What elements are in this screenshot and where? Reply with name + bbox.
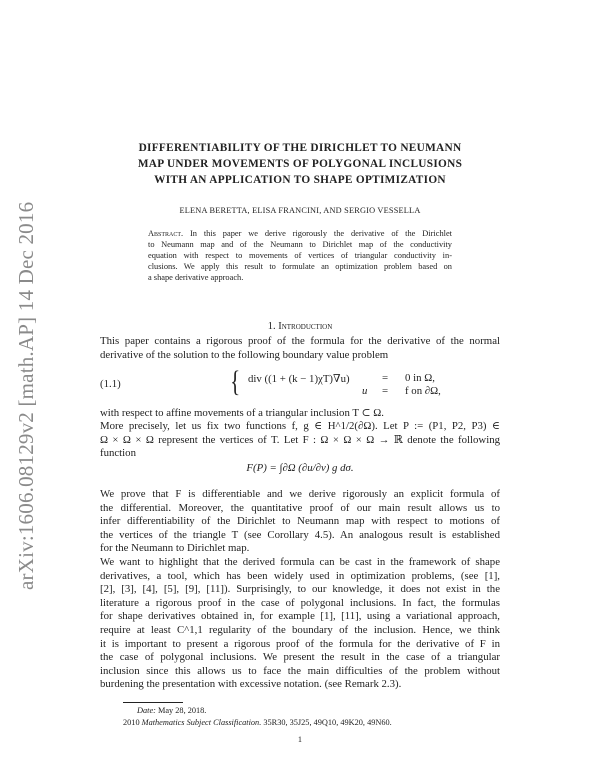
body-line: it is important to present a rigorous proof of the formula for the derivative of F in [100,637,500,650]
date-label: Date: [137,706,156,715]
body-line: We prove that F is differentiable and we derive rigorously an explicit formula of [100,488,500,500]
footnote-rule [123,702,183,703]
equation-label: (1.1) [100,378,121,390]
eq-row1-rel: = [382,372,389,384]
body-line: the case of polygonal inclusions. We present the result in the case of a triangular [100,651,500,664]
body-line: More precisely, let us fix two functions f, g ∈ H^1/2(∂Ω). Let P := (P1, P2, P3) ∈ [100,420,500,432]
body-line: This paper contains a rigorous proof of the formula for the derivative of the normal [100,335,500,347]
eq-row1-rhs: 0 in Ω, [405,372,435,384]
abstract-line: equation with respect to movements of vertices of triangular conductivity in- [148,251,452,260]
page-number: 1 [297,735,303,744]
authors: ELENA BERETTA, ELISA FRANCINI, AND SERGIO VESSELLA [179,206,421,215]
title-line-3: WITH AN APPLICATION TO SHAPE OPTIMIZATION [154,174,446,186]
body-line: We want to highlight that the derived formula can be cast in the framework of shape [100,556,500,568]
section-heading: 1. Introduction [267,321,333,332]
body-line: for shape derivatives obtained in, for example [1], [11], using a variational approach, [100,610,500,623]
abstract-line: a shape derivative approach. [148,273,244,282]
body-line: literature a rigorous proof in the case of polygonal inclusions. In fact, the formulas [100,596,500,609]
body-line: for the Neumann to Dirichlet map. [100,542,250,555]
body-line: infer differentiability of the Dirichlet to Neumann map with respect to motions of [100,515,500,528]
eq-row2-lhs: u [362,385,368,397]
body-line: derivative of the solution to the following boundary value problem [100,349,389,361]
eq-row1-lhs: div ((1 + (k − 1)χT)∇u) [248,373,350,385]
arxiv-stamp: arXiv:1606.08129v2 [math.AP] 14 Dec 2016 [14,201,38,590]
abstract-label: Abstract. [148,229,184,238]
title-line-1: DIFFERENTIABILITY OF THE DIRICHLET TO NEUMANN [138,142,462,154]
body-line: derivatives, a tool, which has been widely used in optimization problems, (see [1], [100,569,500,582]
body-line: the vertices of the triangle T (see Corollary 4.5). An analogous result is established [100,528,500,541]
body-line: [2], [3], [4], [5], [9], [11]). Surprisingly, to our knowledge, it does not exist in the [100,583,500,596]
body-line: burdening the presentation with excessive notation. (see Remark 2.3). [100,678,402,691]
eq-row2-rel: = [382,385,389,397]
body-line: inclusion since this allows us to face the main difficulties of the problem without [100,664,500,677]
brace: { [230,365,241,398]
eq-row2-rhs: f on ∂Ω, [405,385,441,397]
msc-label: Mathematics Subject Classification. [141,718,262,727]
abstract-line: clusions. We apply this result to formulate an optimization problem based on [148,262,452,271]
msc-year: 2010 [123,718,140,727]
body-line: require at least C^1,1 regularity of the boundary of the inclusion. Hence, we think [100,624,500,636]
abstract-line: In this paper we derive rigorously the derivative of the Dirichlet [190,229,453,238]
title-line-2: MAP UNDER MOVEMENTS OF POLYGONAL INCLUSIONS [137,158,463,170]
equation-F: F(P) = ∫∂Ω (∂u/∂ν) g dσ. [246,462,354,474]
date-value: May 28, 2018. [157,706,207,715]
body-line: the differential. Moreover, the quantitative proof of our main result allows us to [100,501,500,514]
abstract-line: to Neumann map and of the Neumann to Dirichlet map of the conductivity [148,240,452,249]
body-line: with respect to affine movements of a triangular inclusion T ⊂ Ω. [100,407,384,419]
msc-codes: 35R30, 35J25, 49Q10, 49K20, 49N60. [263,718,392,727]
body-line: Ω × Ω × Ω represent the vertices of T. Let F : Ω × Ω × Ω → ℝ denote the following [100,434,500,446]
body-line: function [100,447,136,459]
footnote-msc [123,718,392,727]
footnote-date [137,706,206,715]
